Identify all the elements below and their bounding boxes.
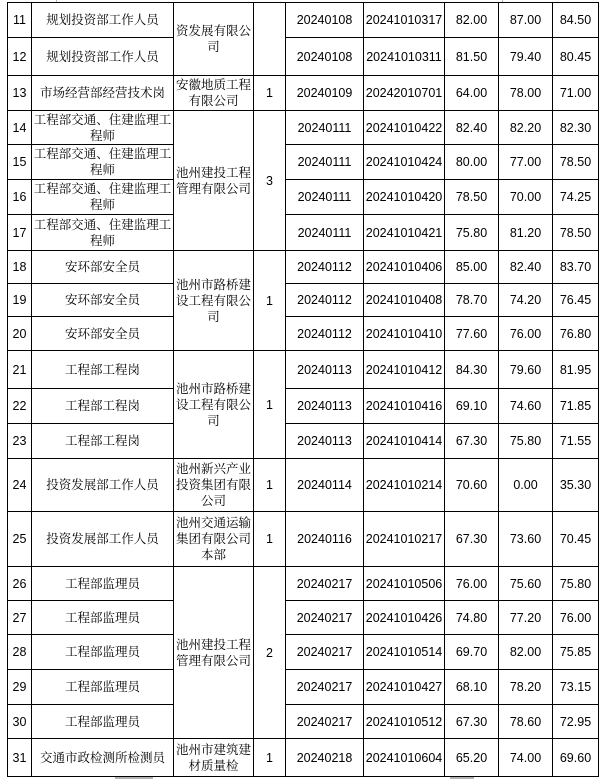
position-cell: 投资发展部工作人员 bbox=[32, 459, 174, 512]
exam-number-cell: 20241010506 bbox=[364, 567, 445, 601]
position-cell: 规划投资部工作人员 bbox=[32, 38, 174, 76]
exam-number-cell: 20241010421 bbox=[364, 215, 445, 251]
date-cell: 20240217 bbox=[286, 705, 364, 739]
date-cell: 20240113 bbox=[286, 389, 364, 424]
row-number-cell: 15 bbox=[8, 145, 32, 180]
position-cell: 交通市政检测所检测员 bbox=[32, 739, 174, 777]
position-cell: 安环部安全员 bbox=[32, 251, 174, 284]
score1-cell: 67.30 bbox=[445, 705, 499, 739]
row-number-cell: 27 bbox=[8, 601, 32, 635]
score1-cell: 82.00 bbox=[445, 3, 499, 38]
score2-cell: 82.40 bbox=[499, 251, 553, 284]
score1-cell: 84.30 bbox=[445, 351, 499, 389]
exam-number-cell: 20241010427 bbox=[364, 670, 445, 705]
score2-cell: 82.00 bbox=[499, 635, 553, 670]
score1-cell: 69.10 bbox=[445, 389, 499, 424]
date-cell: 20240111 bbox=[286, 215, 364, 251]
score2-cell: 75.60 bbox=[499, 567, 553, 601]
count-cell: 1 bbox=[254, 739, 286, 777]
row-number-cell: 20 bbox=[8, 317, 32, 351]
company-cell: 池州建投工程管理有限公司 bbox=[174, 567, 254, 739]
score2-cell: 77.20 bbox=[499, 601, 553, 635]
company-cell: 池州市路桥建设工程有限公司 bbox=[174, 251, 254, 351]
exam-number-cell: 20241010514 bbox=[364, 635, 445, 670]
date-cell: 20240111 bbox=[286, 180, 364, 215]
position-cell: 工程部监理员 bbox=[32, 670, 174, 705]
table-row bbox=[8, 389, 599, 424]
row-number-cell: 11 bbox=[8, 3, 32, 38]
score3-cell: 74.25 bbox=[553, 180, 599, 215]
exam-number-cell: 20241010311 bbox=[364, 38, 445, 76]
table-row bbox=[8, 567, 599, 601]
score2-cell: 78.20 bbox=[499, 670, 553, 705]
score3-cell: 78.50 bbox=[553, 145, 599, 180]
score3-cell: 71.85 bbox=[553, 389, 599, 424]
score2-cell: 81.20 bbox=[499, 215, 553, 251]
score3-cell: 69.60 bbox=[553, 739, 599, 777]
date-cell: 20240217 bbox=[286, 601, 364, 635]
date-cell: 20240112 bbox=[286, 317, 364, 351]
exam-number-cell: 20241010426 bbox=[364, 601, 445, 635]
date-cell: 20240113 bbox=[286, 424, 364, 459]
exam-number-cell: 20241010217 bbox=[364, 512, 445, 567]
date-cell: 20240108 bbox=[286, 38, 364, 76]
score2-cell: 77.00 bbox=[499, 145, 553, 180]
score1-cell: 76.00 bbox=[445, 567, 499, 601]
score2-cell: 78.00 bbox=[499, 76, 553, 111]
position-cell: 工程部监理员 bbox=[32, 635, 174, 670]
count-cell: 3 bbox=[254, 111, 286, 251]
company-cell: 安徽地质工程有限公司 bbox=[174, 76, 254, 111]
table-row bbox=[8, 739, 599, 777]
score2-cell: 82.20 bbox=[499, 111, 553, 145]
score1-cell: 77.60 bbox=[445, 317, 499, 351]
date-cell: 20240111 bbox=[286, 111, 364, 145]
position-cell: 工程部交通、住建监理工程师 bbox=[32, 111, 174, 145]
score2-cell: 79.60 bbox=[499, 351, 553, 389]
date-cell: 20240217 bbox=[286, 670, 364, 705]
count-cell: 1 bbox=[254, 351, 286, 459]
row-number-cell: 14 bbox=[8, 111, 32, 145]
score2-cell: 74.20 bbox=[499, 284, 553, 317]
score3-cell: 83.70 bbox=[553, 251, 599, 284]
position-cell: 工程部监理员 bbox=[32, 601, 174, 635]
position-cell: 规划投资部工作人员 bbox=[32, 3, 174, 38]
score1-cell: 74.80 bbox=[445, 601, 499, 635]
score3-cell: 76.80 bbox=[553, 317, 599, 351]
score3-cell: 82.30 bbox=[553, 111, 599, 145]
table-row bbox=[8, 180, 599, 215]
exam-number-cell: 20241010214 bbox=[364, 459, 445, 512]
row-number-cell: 24 bbox=[8, 459, 32, 512]
score1-cell: 80.00 bbox=[445, 145, 499, 180]
table-row bbox=[8, 38, 599, 76]
date-cell: 20240113 bbox=[286, 351, 364, 389]
row-number-cell: 16 bbox=[8, 180, 32, 215]
table-row bbox=[8, 3, 599, 38]
company-cell: 池州市路桥建设工程有限公司 bbox=[174, 351, 254, 459]
score3-cell: 75.80 bbox=[553, 567, 599, 601]
count-cell bbox=[254, 3, 286, 76]
row-number-cell: 29 bbox=[8, 670, 32, 705]
score2-cell: 87.00 bbox=[499, 3, 553, 38]
position-cell: 安环部安全员 bbox=[32, 317, 174, 351]
score2-cell: 78.60 bbox=[499, 705, 553, 739]
table-row bbox=[8, 351, 599, 389]
score1-cell: 78.70 bbox=[445, 284, 499, 317]
score3-cell: 72.95 bbox=[553, 705, 599, 739]
exam-number-cell: 20241010416 bbox=[364, 389, 445, 424]
scores-table bbox=[7, 2, 599, 777]
date-cell: 20240116 bbox=[286, 512, 364, 567]
score3-cell: 71.00 bbox=[553, 76, 599, 111]
date-cell: 20240111 bbox=[286, 145, 364, 180]
score3-cell: 76.00 bbox=[553, 601, 599, 635]
score3-cell: 76.45 bbox=[553, 284, 599, 317]
row-number-cell: 28 bbox=[8, 635, 32, 670]
count-cell: 2 bbox=[254, 567, 286, 739]
table-row bbox=[8, 251, 599, 284]
position-cell: 工程部交通、住建监理工程师 bbox=[32, 180, 174, 215]
date-cell: 20240217 bbox=[286, 635, 364, 670]
exam-number-cell: 20241010420 bbox=[364, 180, 445, 215]
score1-cell: 82.40 bbox=[445, 111, 499, 145]
date-cell: 20240114 bbox=[286, 459, 364, 512]
date-cell: 20240109 bbox=[286, 76, 364, 111]
score3-cell: 70.45 bbox=[553, 512, 599, 567]
score3-cell: 80.45 bbox=[553, 38, 599, 76]
score1-cell: 69.70 bbox=[445, 635, 499, 670]
table-row bbox=[8, 670, 599, 705]
position-cell: 工程部工程岗 bbox=[32, 351, 174, 389]
company-cell: 池州新兴产业投资集团有限公司 bbox=[174, 459, 254, 512]
score2-cell: 70.00 bbox=[499, 180, 553, 215]
company-cell: 池州市建筑建材质量检 bbox=[174, 739, 254, 777]
score1-cell: 81.50 bbox=[445, 38, 499, 76]
row-number-cell: 22 bbox=[8, 389, 32, 424]
exam-number-cell: 20241010422 bbox=[364, 111, 445, 145]
table-row bbox=[8, 424, 599, 459]
date-cell: 20240112 bbox=[286, 251, 364, 284]
count-cell: 1 bbox=[254, 76, 286, 111]
company-cell: 资发展有限公司 bbox=[174, 3, 254, 76]
position-cell: 安环部安全员 bbox=[32, 284, 174, 317]
table-row bbox=[8, 317, 599, 351]
score1-cell: 75.80 bbox=[445, 215, 499, 251]
table-row bbox=[8, 601, 599, 635]
score1-cell: 68.10 bbox=[445, 670, 499, 705]
exam-number-cell: 20241010512 bbox=[364, 705, 445, 739]
exam-number-cell: 20241010412 bbox=[364, 351, 445, 389]
row-number-cell: 17 bbox=[8, 215, 32, 251]
row-number-cell: 12 bbox=[8, 38, 32, 76]
score2-cell: 74.00 bbox=[499, 739, 553, 777]
row-number-cell: 25 bbox=[8, 512, 32, 567]
row-number-cell: 13 bbox=[8, 76, 32, 111]
score3-cell: 75.85 bbox=[553, 635, 599, 670]
score2-cell: 79.40 bbox=[499, 38, 553, 76]
exam-number-cell: 20241010414 bbox=[364, 424, 445, 459]
position-cell: 工程部监理员 bbox=[32, 705, 174, 739]
table-row bbox=[8, 76, 599, 111]
position-cell: 市场经营部经营技术岗 bbox=[32, 76, 174, 111]
table-row bbox=[8, 284, 599, 317]
table-row bbox=[8, 705, 599, 739]
count-cell: 1 bbox=[254, 459, 286, 512]
position-cell: 工程部监理员 bbox=[32, 567, 174, 601]
exam-number-cell: 20241010604 bbox=[364, 739, 445, 777]
score3-cell: 78.50 bbox=[553, 215, 599, 251]
score1-cell: 67.30 bbox=[445, 424, 499, 459]
table-row bbox=[8, 635, 599, 670]
count-cell: 1 bbox=[254, 251, 286, 351]
exam-number-cell: 20241010410 bbox=[364, 317, 445, 351]
gridline-artifact bbox=[450, 777, 474, 779]
score3-cell: 81.95 bbox=[553, 351, 599, 389]
row-number-cell: 31 bbox=[8, 739, 32, 777]
position-cell: 工程部交通、住建监理工程师 bbox=[32, 215, 174, 251]
score2-cell: 73.60 bbox=[499, 512, 553, 567]
date-cell: 20240112 bbox=[286, 284, 364, 317]
table-row bbox=[8, 459, 599, 512]
exam-number-cell: 20241010424 bbox=[364, 145, 445, 180]
row-number-cell: 21 bbox=[8, 351, 32, 389]
row-number-cell: 30 bbox=[8, 705, 32, 739]
row-number-cell: 26 bbox=[8, 567, 32, 601]
position-cell: 投资发展部工作人员 bbox=[32, 512, 174, 567]
row-number-cell: 18 bbox=[8, 251, 32, 284]
score3-cell: 71.55 bbox=[553, 424, 599, 459]
table-row bbox=[8, 512, 599, 567]
score2-cell: 75.80 bbox=[499, 424, 553, 459]
row-number-cell: 19 bbox=[8, 284, 32, 317]
score3-cell: 84.50 bbox=[553, 3, 599, 38]
score3-cell: 73.15 bbox=[553, 670, 599, 705]
table-row bbox=[8, 111, 599, 145]
position-cell: 工程部工程岗 bbox=[32, 389, 174, 424]
score1-cell: 65.20 bbox=[445, 739, 499, 777]
table-row bbox=[8, 215, 599, 251]
date-cell: 20240108 bbox=[286, 3, 364, 38]
exam-number-cell: 20242010701 bbox=[364, 76, 445, 111]
exam-number-cell: 20241010406 bbox=[364, 251, 445, 284]
date-cell: 20240218 bbox=[286, 739, 364, 777]
score3-cell: 35.30 bbox=[553, 459, 599, 512]
gridline-artifact bbox=[115, 777, 153, 779]
row-number-cell: 23 bbox=[8, 424, 32, 459]
score1-cell: 70.60 bbox=[445, 459, 499, 512]
position-cell: 工程部工程岗 bbox=[32, 424, 174, 459]
position-cell: 工程部交通、住建监理工程师 bbox=[32, 145, 174, 180]
score2-cell: 74.60 bbox=[499, 389, 553, 424]
score1-cell: 78.50 bbox=[445, 180, 499, 215]
company-cell: 池州交通运输集团有限公司本部 bbox=[174, 512, 254, 567]
score1-cell: 67.30 bbox=[445, 512, 499, 567]
company-cell: 池州建投工程管理有限公司 bbox=[174, 111, 254, 251]
exam-number-cell: 20241010317 bbox=[364, 3, 445, 38]
table-row bbox=[8, 145, 599, 180]
count-cell: 1 bbox=[254, 512, 286, 567]
exam-number-cell: 20241010408 bbox=[364, 284, 445, 317]
score1-cell: 85.00 bbox=[445, 251, 499, 284]
score1-cell: 64.00 bbox=[445, 76, 499, 111]
score2-cell: 76.00 bbox=[499, 317, 553, 351]
date-cell: 20240217 bbox=[286, 567, 364, 601]
score2-cell: 0.00 bbox=[499, 459, 553, 512]
